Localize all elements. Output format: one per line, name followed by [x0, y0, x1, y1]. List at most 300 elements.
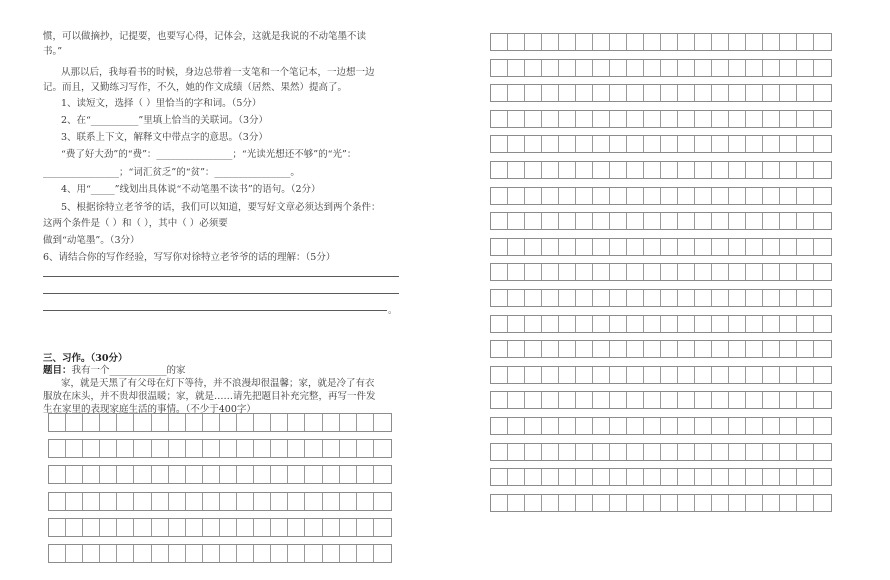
grid-cell[interactable]	[152, 466, 169, 483]
grid-cell[interactable]	[797, 316, 814, 332]
grid-cell[interactable]	[712, 367, 729, 383]
grid-cell[interactable]	[576, 85, 593, 101]
grid-cell[interactable]	[644, 290, 661, 306]
grid-cell[interactable]	[644, 162, 661, 178]
grid-cell[interactable]	[357, 440, 374, 457]
grid-cell[interactable]	[203, 440, 220, 457]
grid-cell[interactable]	[627, 213, 644, 229]
grid-cell[interactable]	[814, 392, 831, 408]
grid-cell[interactable]	[814, 239, 831, 255]
grid-cell[interactable]	[357, 414, 374, 431]
grid-cell[interactable]	[644, 341, 661, 357]
grid-cell[interactable]	[220, 493, 237, 510]
grid-cell[interactable]	[491, 136, 508, 152]
grid-cell[interactable]	[525, 392, 542, 408]
grid-cell[interactable]	[746, 495, 763, 511]
grid-cell[interactable]	[576, 239, 593, 255]
grid-cell[interactable]	[525, 495, 542, 511]
grid-cell[interactable]	[169, 493, 186, 510]
grid-cell[interactable]	[712, 418, 729, 434]
grid-cell[interactable]	[508, 418, 525, 434]
grid-cell[interactable]	[491, 188, 508, 204]
grid-cell[interactable]	[763, 367, 780, 383]
grid-cell[interactable]	[678, 60, 695, 76]
grid-cell[interactable]	[814, 367, 831, 383]
grid-cell[interactable]	[695, 136, 712, 152]
grid-cell[interactable]	[593, 392, 610, 408]
grid-cell[interactable]	[712, 162, 729, 178]
grid-cell[interactable]	[627, 316, 644, 332]
grid-cell[interactable]	[814, 264, 831, 280]
grid-cell[interactable]	[797, 367, 814, 383]
grid-cell[interactable]	[559, 85, 576, 101]
grid-cell[interactable]	[374, 440, 391, 457]
grid-cell[interactable]	[644, 418, 661, 434]
grid-cell[interactable]	[661, 34, 678, 50]
grid-cell[interactable]	[763, 85, 780, 101]
grid-cell[interactable]	[340, 440, 357, 457]
grid-cell[interactable]	[134, 414, 151, 431]
grid-cell[interactable]	[66, 545, 83, 562]
grid-cell[interactable]	[186, 440, 203, 457]
grid-cell[interactable]	[237, 440, 254, 457]
grid-cell[interactable]	[49, 440, 66, 457]
grid-cell[interactable]	[576, 367, 593, 383]
grid-cell[interactable]	[712, 111, 729, 127]
grid-cell[interactable]	[780, 495, 797, 511]
grid-cell[interactable]	[678, 136, 695, 152]
grid-cell[interactable]	[661, 188, 678, 204]
grid-cell[interactable]	[644, 60, 661, 76]
grid-cell[interactable]	[610, 111, 627, 127]
grid-cell[interactable]	[525, 367, 542, 383]
grid-cell[interactable]	[357, 466, 374, 483]
grid-cell[interactable]	[49, 493, 66, 510]
grid-cell[interactable]	[542, 290, 559, 306]
grid-cell[interactable]	[610, 290, 627, 306]
grid-cell[interactable]	[661, 85, 678, 101]
grid-cell[interactable]	[186, 519, 203, 536]
grid-cell[interactable]	[746, 34, 763, 50]
grid-cell[interactable]	[797, 136, 814, 152]
grid-cell[interactable]	[305, 440, 322, 457]
grid-cell[interactable]	[780, 290, 797, 306]
grid-cell[interactable]	[610, 213, 627, 229]
grid-cell[interactable]	[525, 264, 542, 280]
grid-cell[interactable]	[357, 493, 374, 510]
grid-cell[interactable]	[695, 34, 712, 50]
grid-cell[interactable]	[695, 111, 712, 127]
grid-cell[interactable]	[610, 392, 627, 408]
grid-cell[interactable]	[763, 495, 780, 511]
grid-cell[interactable]	[323, 414, 340, 431]
grid-cell[interactable]	[797, 188, 814, 204]
grid-cell[interactable]	[678, 188, 695, 204]
grid-cell[interactable]	[712, 136, 729, 152]
grid-cell[interactable]	[780, 367, 797, 383]
grid-cell[interactable]	[559, 495, 576, 511]
grid-cell[interactable]	[610, 316, 627, 332]
grid-cell[interactable]	[576, 162, 593, 178]
grid-cell[interactable]	[508, 188, 525, 204]
grid-cell[interactable]	[678, 316, 695, 332]
grid-cell[interactable]	[305, 519, 322, 536]
grid-cell[interactable]	[83, 466, 100, 483]
grid-cell[interactable]	[83, 519, 100, 536]
grid-cell[interactable]	[593, 213, 610, 229]
grid-cell[interactable]	[729, 188, 746, 204]
grid-cell[interactable]	[678, 162, 695, 178]
grid-cell[interactable]	[576, 316, 593, 332]
grid-cell[interactable]	[254, 466, 271, 483]
grid-cell[interactable]	[797, 111, 814, 127]
grid-cell[interactable]	[729, 341, 746, 357]
grid-cell[interactable]	[661, 239, 678, 255]
grid-cell[interactable]	[508, 495, 525, 511]
grid-cell[interactable]	[340, 466, 357, 483]
grid-cell[interactable]	[117, 493, 134, 510]
grid-cell[interactable]	[661, 341, 678, 357]
grid-cell[interactable]	[525, 136, 542, 152]
grid-cell[interactable]	[593, 341, 610, 357]
grid-cell[interactable]	[627, 444, 644, 460]
grid-cell[interactable]	[220, 414, 237, 431]
grid-cell[interactable]	[186, 414, 203, 431]
grid-cell[interactable]	[305, 414, 322, 431]
grid-cell[interactable]	[525, 213, 542, 229]
grid-cell[interactable]	[661, 264, 678, 280]
grid-cell[interactable]	[763, 341, 780, 357]
grid-cell[interactable]	[695, 264, 712, 280]
grid-cell[interactable]	[220, 440, 237, 457]
grid-cell[interactable]	[763, 316, 780, 332]
grid-cell[interactable]	[220, 545, 237, 562]
grid-cell[interactable]	[797, 418, 814, 434]
grid-cell[interactable]	[695, 85, 712, 101]
grid-cell[interactable]	[695, 367, 712, 383]
grid-cell[interactable]	[542, 239, 559, 255]
grid-cell[interactable]	[559, 444, 576, 460]
grid-cell[interactable]	[593, 85, 610, 101]
grid-cell[interactable]	[644, 85, 661, 101]
grid-cell[interactable]	[593, 60, 610, 76]
grid-cell[interactable]	[627, 264, 644, 280]
grid-cell[interactable]	[695, 60, 712, 76]
grid-cell[interactable]	[254, 440, 271, 457]
grid-cell[interactable]	[712, 392, 729, 408]
grid-cell[interactable]	[678, 264, 695, 280]
grid-cell[interactable]	[576, 392, 593, 408]
grid-cell[interactable]	[763, 136, 780, 152]
grid-cell[interactable]	[542, 469, 559, 485]
grid-cell[interactable]	[627, 367, 644, 383]
grid-cell[interactable]	[610, 188, 627, 204]
grid-cell[interactable]	[323, 519, 340, 536]
grid-cell[interactable]	[610, 469, 627, 485]
grid-cell[interactable]	[678, 290, 695, 306]
grid-cell[interactable]	[678, 85, 695, 101]
grid-cell[interactable]	[678, 444, 695, 460]
grid-cell[interactable]	[542, 418, 559, 434]
grid-cell[interactable]	[508, 290, 525, 306]
grid-cell[interactable]	[746, 444, 763, 460]
grid-cell[interactable]	[271, 414, 288, 431]
grid-cell[interactable]	[491, 111, 508, 127]
grid-cell[interactable]	[780, 469, 797, 485]
grid-cell[interactable]	[186, 493, 203, 510]
grid-cell[interactable]	[542, 264, 559, 280]
grid-cell[interactable]	[729, 85, 746, 101]
grid-cell[interactable]	[220, 519, 237, 536]
grid-cell[interactable]	[593, 290, 610, 306]
grid-cell[interactable]	[814, 136, 831, 152]
grid-cell[interactable]	[644, 34, 661, 50]
grid-cell[interactable]	[186, 545, 203, 562]
grid-cell[interactable]	[559, 239, 576, 255]
grid-cell[interactable]	[780, 239, 797, 255]
grid-cell[interactable]	[576, 290, 593, 306]
grid-cell[interactable]	[746, 469, 763, 485]
grid-cell[interactable]	[525, 290, 542, 306]
grid-cell[interactable]	[763, 213, 780, 229]
grid-cell[interactable]	[152, 545, 169, 562]
grid-cell[interactable]	[525, 469, 542, 485]
grid-cell[interactable]	[508, 341, 525, 357]
grid-cell[interactable]	[117, 519, 134, 536]
grid-cell[interactable]	[66, 493, 83, 510]
grid-cell[interactable]	[610, 367, 627, 383]
grid-cell[interactable]	[237, 466, 254, 483]
answer-line[interactable]	[43, 276, 399, 277]
grid-cell[interactable]	[271, 440, 288, 457]
grid-cell[interactable]	[271, 519, 288, 536]
grid-cell[interactable]	[780, 392, 797, 408]
grid-cell[interactable]	[729, 34, 746, 50]
grid-cell[interactable]	[780, 213, 797, 229]
grid-cell[interactable]	[559, 264, 576, 280]
grid-cell[interactable]	[525, 85, 542, 101]
answer-line[interactable]	[43, 310, 387, 311]
grid-cell[interactable]	[661, 316, 678, 332]
grid-cell[interactable]	[491, 367, 508, 383]
grid-cell[interactable]	[627, 188, 644, 204]
grid-cell[interactable]	[763, 111, 780, 127]
grid-cell[interactable]	[542, 316, 559, 332]
grid-cell[interactable]	[254, 519, 271, 536]
grid-cell[interactable]	[542, 367, 559, 383]
grid-cell[interactable]	[644, 444, 661, 460]
grid-cell[interactable]	[593, 495, 610, 511]
grid-cell[interactable]	[83, 545, 100, 562]
grid-cell[interactable]	[66, 519, 83, 536]
grid-cell[interactable]	[661, 367, 678, 383]
grid-cell[interactable]	[117, 466, 134, 483]
grid-cell[interactable]	[729, 418, 746, 434]
grid-cell[interactable]	[542, 188, 559, 204]
grid-cell[interactable]	[661, 290, 678, 306]
grid-cell[interactable]	[610, 418, 627, 434]
grid-cell[interactable]	[627, 111, 644, 127]
grid-cell[interactable]	[729, 264, 746, 280]
grid-cell[interactable]	[525, 60, 542, 76]
grid-cell[interactable]	[508, 444, 525, 460]
grid-cell[interactable]	[559, 111, 576, 127]
grid-cell[interactable]	[542, 341, 559, 357]
grid-cell[interactable]	[559, 213, 576, 229]
grid-cell[interactable]	[712, 213, 729, 229]
grid-cell[interactable]	[66, 414, 83, 431]
grid-cell[interactable]	[661, 469, 678, 485]
grid-cell[interactable]	[508, 367, 525, 383]
grid-cell[interactable]	[712, 264, 729, 280]
grid-cell[interactable]	[797, 85, 814, 101]
grid-cell[interactable]	[491, 60, 508, 76]
grid-cell[interactable]	[271, 545, 288, 562]
grid-cell[interactable]	[678, 213, 695, 229]
grid-cell[interactable]	[491, 34, 508, 50]
grid-cell[interactable]	[576, 60, 593, 76]
grid-cell[interactable]	[508, 60, 525, 76]
grid-cell[interactable]	[746, 418, 763, 434]
grid-cell[interactable]	[627, 290, 644, 306]
grid-cell[interactable]	[729, 213, 746, 229]
grid-cell[interactable]	[746, 367, 763, 383]
grid-cell[interactable]	[593, 188, 610, 204]
grid-cell[interactable]	[780, 418, 797, 434]
grid-cell[interactable]	[542, 444, 559, 460]
grid-cell[interactable]	[288, 440, 305, 457]
grid-cell[interactable]	[237, 545, 254, 562]
grid-cell[interactable]	[83, 440, 100, 457]
grid-cell[interactable]	[644, 316, 661, 332]
grid-cell[interactable]	[100, 440, 117, 457]
grid-cell[interactable]	[763, 162, 780, 178]
grid-cell[interactable]	[559, 392, 576, 408]
grid-cell[interactable]	[780, 34, 797, 50]
grid-cell[interactable]	[100, 466, 117, 483]
grid-cell[interactable]	[610, 60, 627, 76]
grid-cell[interactable]	[559, 367, 576, 383]
grid-cell[interactable]	[374, 493, 391, 510]
grid-cell[interactable]	[576, 444, 593, 460]
grid-cell[interactable]	[491, 444, 508, 460]
grid-cell[interactable]	[508, 136, 525, 152]
grid-cell[interactable]	[525, 444, 542, 460]
grid-cell[interactable]	[525, 188, 542, 204]
grid-cell[interactable]	[746, 213, 763, 229]
grid-cell[interactable]	[797, 213, 814, 229]
grid-cell[interactable]	[66, 440, 83, 457]
grid-cell[interactable]	[593, 367, 610, 383]
grid-cell[interactable]	[559, 469, 576, 485]
grid-cell[interactable]	[695, 316, 712, 332]
grid-cell[interactable]	[627, 495, 644, 511]
grid-cell[interactable]	[729, 162, 746, 178]
grid-cell[interactable]	[797, 495, 814, 511]
grid-cell[interactable]	[661, 418, 678, 434]
grid-cell[interactable]	[152, 440, 169, 457]
grid-cell[interactable]	[712, 85, 729, 101]
grid-cell[interactable]	[763, 444, 780, 460]
grid-cell[interactable]	[695, 469, 712, 485]
grid-cell[interactable]	[627, 34, 644, 50]
grid-cell[interactable]	[186, 466, 203, 483]
grid-cell[interactable]	[508, 264, 525, 280]
grid-cell[interactable]	[169, 545, 186, 562]
grid-cell[interactable]	[746, 392, 763, 408]
grid-cell[interactable]	[100, 545, 117, 562]
grid-cell[interactable]	[100, 519, 117, 536]
grid-cell[interactable]	[678, 418, 695, 434]
grid-cell[interactable]	[814, 162, 831, 178]
grid-cell[interactable]	[508, 34, 525, 50]
grid-cell[interactable]	[610, 341, 627, 357]
grid-cell[interactable]	[169, 466, 186, 483]
grid-cell[interactable]	[797, 341, 814, 357]
grid-cell[interactable]	[678, 392, 695, 408]
grid-cell[interactable]	[491, 316, 508, 332]
grid-cell[interactable]	[134, 493, 151, 510]
grid-cell[interactable]	[729, 239, 746, 255]
grid-cell[interactable]	[593, 316, 610, 332]
grid-cell[interactable]	[508, 162, 525, 178]
grid-cell[interactable]	[576, 264, 593, 280]
grid-cell[interactable]	[288, 466, 305, 483]
grid-cell[interactable]	[271, 466, 288, 483]
grid-cell[interactable]	[763, 418, 780, 434]
grid-cell[interactable]	[288, 493, 305, 510]
grid-cell[interactable]	[491, 239, 508, 255]
grid-cell[interactable]	[729, 367, 746, 383]
grid-cell[interactable]	[814, 111, 831, 127]
grid-cell[interactable]	[271, 493, 288, 510]
grid-cell[interactable]	[814, 85, 831, 101]
grid-cell[interactable]	[152, 493, 169, 510]
grid-cell[interactable]	[169, 519, 186, 536]
grid-cell[interactable]	[525, 239, 542, 255]
grid-cell[interactable]	[593, 469, 610, 485]
grid-cell[interactable]	[203, 519, 220, 536]
grid-cell[interactable]	[627, 162, 644, 178]
grid-cell[interactable]	[678, 495, 695, 511]
grid-cell[interactable]	[729, 469, 746, 485]
grid-cell[interactable]	[340, 519, 357, 536]
grid-cell[interactable]	[763, 264, 780, 280]
grid-cell[interactable]	[610, 264, 627, 280]
grid-cell[interactable]	[323, 545, 340, 562]
grid-cell[interactable]	[712, 34, 729, 50]
grid-cell[interactable]	[542, 495, 559, 511]
grid-cell[interactable]	[627, 469, 644, 485]
grid-cell[interactable]	[763, 239, 780, 255]
grid-cell[interactable]	[763, 290, 780, 306]
grid-cell[interactable]	[491, 290, 508, 306]
grid-cell[interactable]	[508, 469, 525, 485]
grid-cell[interactable]	[593, 239, 610, 255]
grid-cell[interactable]	[340, 493, 357, 510]
grid-cell[interactable]	[610, 444, 627, 460]
grid-cell[interactable]	[678, 341, 695, 357]
grid-cell[interactable]	[814, 34, 831, 50]
grid-cell[interactable]	[542, 34, 559, 50]
grid-cell[interactable]	[814, 469, 831, 485]
grid-cell[interactable]	[729, 316, 746, 332]
grid-cell[interactable]	[374, 519, 391, 536]
grid-cell[interactable]	[746, 111, 763, 127]
grid-cell[interactable]	[610, 162, 627, 178]
grid-cell[interactable]	[814, 213, 831, 229]
grid-cell[interactable]	[576, 495, 593, 511]
